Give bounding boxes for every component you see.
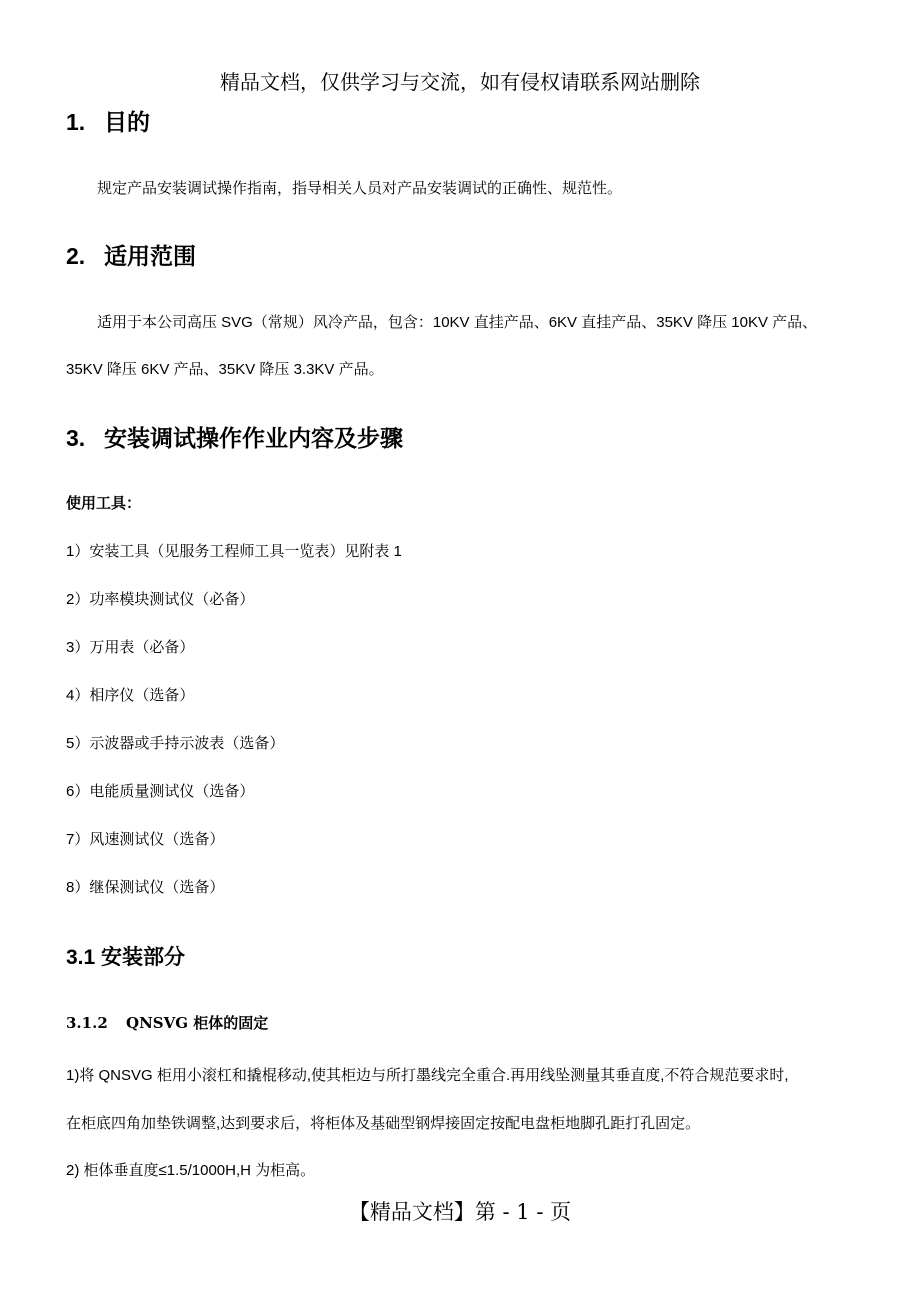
section-2-title: 适用范围 [104, 243, 196, 269]
section-3-1-2-title: QNSVG 柜体的固定 [126, 1014, 269, 1032]
section-2-number: 2. [66, 243, 86, 269]
tool-item: 8）继保测试仪（选备） [66, 879, 225, 896]
tool-item: 2）功率模块测试仪（必备） [66, 591, 255, 608]
section-1-title: 目的 [104, 109, 150, 135]
tools-heading: 使用工具： [66, 495, 142, 512]
paragraph-1-line2: 在柜底四角加垫铁调整,达到要求后，将柜体及基础型钢焊接固定按配电盘柜地脚孔距打孔固定。 [66, 1115, 701, 1132]
tool-item: 7）风速测试仪（选备） [66, 831, 225, 848]
section-2-text-line2: 35KV 降压 6KV 产品、35KV 降压 3.3KV 产品。 [66, 361, 384, 378]
paragraph-1-line1: 1)将 QNSVG 柜用小滚杠和撬棍移动,使其柜边与所打墨线完全重合.再用线坠测量其垂直度,不符合规范要求时, [66, 1067, 789, 1084]
section-3-number: 3. [66, 425, 86, 451]
tool-item: 5）示波器或手持示波表（选备） [66, 735, 285, 752]
tool-item: 6）电能质量测试仪（选备） [66, 783, 255, 800]
section-3-1-heading: 3.1 安装部分 [66, 946, 186, 969]
watermark-header: 精品文档，仅供学习与交流，如有侵权请联系网站删除 [220, 70, 700, 94]
section-2-text-line1: 适用于本公司高压 SVG（常规）风冷产品，包含：10KV 直挂产品、6KV 直挂产品、35KV 降压 10KV 产品、 [97, 314, 818, 331]
section-1-heading [66, 104, 150, 137]
section-1-text: 规定产品安装调试操作指南，指导相关人员对产品安装调试的正确性、规范性。 [97, 180, 623, 197]
section-2-heading [66, 238, 196, 271]
tool-item: 3）万用表（必备） [66, 639, 195, 656]
section-3-1-2-number: 3.1.2 [66, 1014, 108, 1032]
section-3-heading [66, 420, 403, 453]
tool-item: 1）安装工具（见服务工程师工具一览表）见附表 1 [66, 543, 402, 560]
section-1-number: 1. [66, 109, 86, 135]
tool-item: 4）相序仪（选备） [66, 687, 195, 704]
section-3-title: 安装调试操作作业内容及步骤 [104, 425, 403, 451]
paragraph-2: 2) 柜体垂直度≤1.5/1000H,H 为柜高。 [66, 1162, 316, 1179]
page-footer: 【精品文档】第 - 1 - 页 [348, 1200, 572, 1224]
section-3-1-2-heading [66, 1012, 268, 1033]
